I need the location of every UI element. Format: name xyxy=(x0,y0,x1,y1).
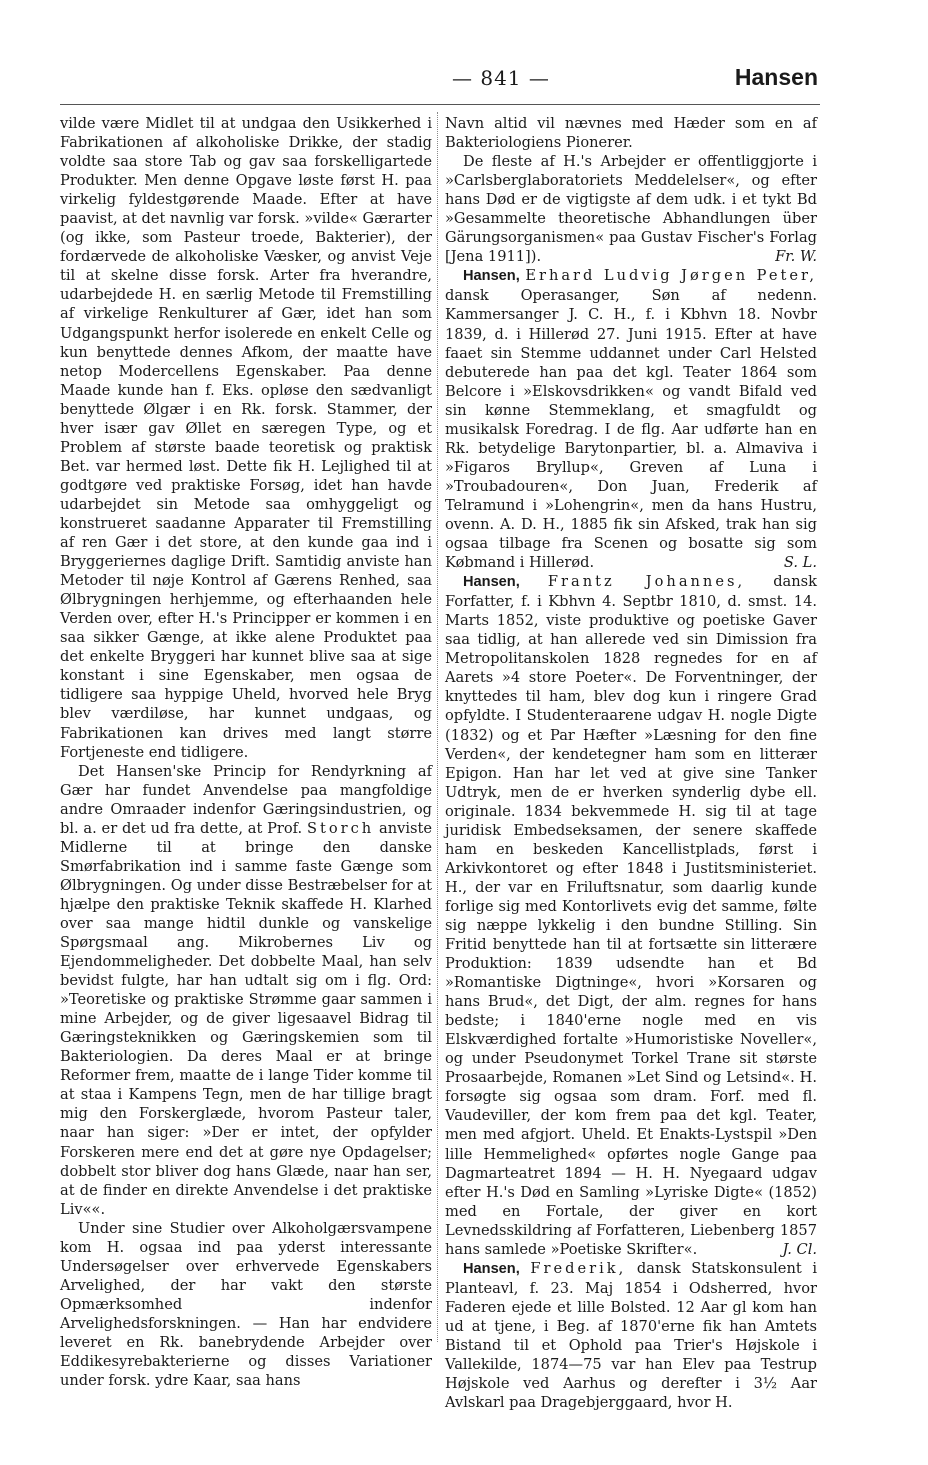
entry-given-names: Frantz Johannes, xyxy=(547,573,746,591)
page-number: — 841 — xyxy=(452,66,550,90)
spaced-name-storch: Storch xyxy=(307,819,375,837)
entry-frederik-hansen xyxy=(445,1259,817,1412)
entry-erhard-hansen xyxy=(445,266,817,572)
column-divider xyxy=(437,112,438,1342)
entry-text: dansk Forfatter, f. i Kbhvn 4. Septbr 1810, d. smst. 14. Marts 1852, viste produktive og poetiske Gaver saa tidlig, at han allerede ved sin Dimission fra Metropolitanskolen 1828 regnedes for en af Aarets »4 store Poeter«. De Forventninger, der knyttedes til ham, blev dog kun i ringere Grad opfyldte. I Studenteraarene udgav H. nogle Digte (1832) og et Par Hæfter »Læsning for den fine Verden«, der kendetegner ham som en litterær Epigon. Han har let ved at give sine Tanker Udtryk, men de er hverken synderlig dybe ell. originale. 1834 bekvemmede H. sig til at tage juridisk Embedseksamen, der senere skaffede ham en beskeden Kancellistplads, først i Arkivkontoret og efter 1848 i Justitsministeriet. H., der var en Friluftsnatur, som daarlig kunde forlige sig med Kontorlivets evig det samme, følte sig næppe lykkelig i den bundne Stilling. Sin Fritid benyttede han til at fortsætte sin litterære Produktion: 1839 udsendte han et Bd »Romantiske Digtninge«, hvori »Korsaren og hans Brud«, det Digt, der alm. regnes for hans bedste; i 1840'erne nogle med en vis Elskværdighed fortalte »Humoristiske Noveller«, og under Pseudonymet Torkel Trane sit største Prosaarbejde, Romanen »Let Sind og Letsind«. H. forsøgte sig ogsaa som dram. Forf. med fl. Vaudeviller, der kom frem paa det kgl. Teater, men med afgjort. Uheld. Et Enakts-Lystspil »Den lille Hemmelighed« opførtes nogle Gange paa Dagmarteatret 1894 — H. H. Nyegaard udgav efter H.'s Død en Samling »Lyriske Digte« (1852) med en Fortale, der giver en kort Levnedsskildring af Forfatteren, Liebenberg 1857 hans samlede »Poetiske Skrifter«. xyxy=(445,573,817,1258)
left-paragraph-2 xyxy=(60,762,432,1219)
entry-given-names: Erhard Ludvig Jørgen Peter, xyxy=(525,267,817,285)
running-head: Hansen xyxy=(734,64,818,90)
entry-headword: Hansen, xyxy=(463,574,520,591)
entry-headword: Hansen, xyxy=(463,268,520,285)
left-paragraph-3: Under sine Studier over Alkoholgærsvampene kom H. ogsaa ind paa yderst interessante Undersøgelser over erhvervede Egenskabers Arvelighed, der har vakt den største Opmærksomhed indenfor Arvelighedsforskningen. — Han har endvidere leveret en Rk. banebrydende Arbejder over Eddikesyrebakterierne og disses Variationer under forsk. ydre Kaar, saa hans xyxy=(60,1219,432,1390)
entry-headword: Hansen, xyxy=(463,1260,520,1277)
signature-s-l: S. L. xyxy=(783,554,817,572)
entry-given-names: Frederik, xyxy=(530,1259,627,1277)
header-rule xyxy=(60,104,820,105)
signature-fr-w: Fr. W. xyxy=(775,248,817,266)
left-paragraph-2a: Det Hansen'ske Princip for Rendyrkning af Gær har fundet Anvendelse paa mangfoldige andre Omraader indenfor Gæringsindustrien, og bl. a. er det ud fra dette, at Prof. xyxy=(60,762,432,837)
right-paragraph-1: Navn altid vil nævnes med Hæder som en af Bakteriologiens Pionerer. xyxy=(445,115,817,152)
right-paragraph-2-text: De fleste af H.'s Arbejder er offentliggjorte i »Carlsberglaboratoriets Meddelelser«, og efter hans Død er de vigtigste af dem udk. i et tykt Bd »Gesammelte theoretische Abhandlungen über Gärungsorganismen« paa Gustav Fischer's Forlag [Jena 1911]). xyxy=(445,153,817,266)
left-paragraph-2b: anviste Midlerne til at bringe den danske Smørfabrikation ind i samme faste Gænge som Ølbrygningen. Og under disse Bestræbelser for at hjælpe den praktiske Teknik skaffede H. Klarhed over saa mange hidtil dunkle og vanskelige Spørgsmaal ang. Mikrobernes Liv og Ejendommeligheder. Det dobbelte Maal, han selv bevidst fulgte, har han udtalt sig om i flg. Ord: »Teoretiske og praktiske Strømme gaar sammen i mine Arbejder, og de giver ligesaavel Bidrag til Gæringsteknikken og Gæringskemien som til Bakteriologien. Da deres Maal er at bringe Reformer frem, maatte de i lange Tider komme til at staa i Kampens Tegn, men de har tillige bragt mig den Forskerglæde, hvorom Pasteur taler, naar han siger: »Der er intet, der opfylder Forskeren mere end det at gøre nye Opdagelser; dobbelt stor bliver dog hans Glæde, naar han ser, at de finder en direkte Anvendelse i det praktiske Liv««. xyxy=(60,819,432,1218)
right-paragraph-2 xyxy=(445,152,817,266)
left-paragraph-1: vilde være Midlet til at undgaa den Usikkerhed i Fabrikationen af alkoholiske Drikke, der stadig voldte saa store Tab og gav saa forskelligartede Produkter. Men denne Opgave løste først H. paa virkelig fyldestgørende Maade. Efter at have paavist, at det navnlig var forsk. »vilde« Gærarter (og ikke, som Pasteur troede, Bakterier), der fordærvede de alkoholiske Væsker, og anvist Veje til at skelne disse forsk. Arter fra hverandre, udarbejdede H. en særlig Metode til Fremstilling af virkelige Renkulturer af Gær, idet han som Udgangspunkt herfor isolerede en enkelt Celle og kun benyttede dennes Afkom, der maatte have netop Modercellens Egenskaber. Paa denne Maade kunde han f. Eks. opløse den sædvanligt benyttede Ølgær i en Rk. forsk. Stammer, der hver især gav Øllet en særegen Type, og et Problem af største baade teoretisk og praktisk Bet. var hermed løst. Dette fik H. Lejlighed til at godtgøre ved praktiske Forsøg, idet han havde udarbejdet sin Metode saa omhyggeligt og konstrueret saadanne Apparater til Fremstilling af ren Gær i det store, at den kunde gaa ind i Bryggeriernes daglige Drift. Samtidig anviste han Metoder til nøje Kontrol af Gærens Renhed, saa Ølbrygningen herhjemme, og efterhaanden hele Verden over, efter H.'s Principper er kommen i en saa sikker Gænge, at ikke alene Produktet paa det enkelte Bryggeri har kunnet blive saa at sige konstant i sine Egenskaber, men ogsaa de tidligere saa hyppige Uheld, hvorved hele Bryg blev værdiløse, har kunnet undgaas, og Fabrikationen kan drives med langt større Fortjeneste end tidligere. xyxy=(60,115,432,761)
right-column xyxy=(445,114,817,1412)
entry-text: dansk Operasanger, Søn af nedenn. Kammersanger J. C. H., f. i Kbhvn 18. Novbr 1839, d. i Hillerød 27. Juni 1915. Efter at have faaet sin Stemme uddannet under Carl Helsted debuterede han paa det kgl. Teater 1864 som Belcore i »Elskovsdrikken« og vandt Bifald ved sin kønne Stemmeklang, et smagfuldt og musikalsk Foredrag. I de flg. Aar udførte han en Rk. betydelige Barytonpartier, bl. a. Almaviva i »Figaros Bryllup«, Greven af Luna i »Troubadouren«, Don Juan, Frederik af Telramund i »Lohengrin«, men da hans Hustru, ovenn. A. D. H., 1885 fik sin Afsked, trak han sig ogsaa tilbage fra Scenen og bosatte sig som Købmand i Hillerød. xyxy=(445,287,817,572)
entry-frantz-hansen xyxy=(445,572,817,1259)
page-header xyxy=(60,58,820,96)
left-column xyxy=(60,114,432,1390)
signature-j-cl: J. Cl. xyxy=(782,1240,817,1258)
entry-text: dansk Statskonsulent i Planteavl, f. 23. Maj 1854 i Odsherred, hvor Faderen ejede et lille Bolsted. 12 Aar gl kom han ud at tjene, i Beg. af 1870'erne fik han Amtets Bistand til et Ophold paa Trier's Højskole i Vallekilde, 1874—75 var han Elev paa Testrup Højskole ved Aarhus og derefter i 3½ Aar Avlskarl paa Dragebjerggaard, hvor H. xyxy=(445,1259,818,1412)
